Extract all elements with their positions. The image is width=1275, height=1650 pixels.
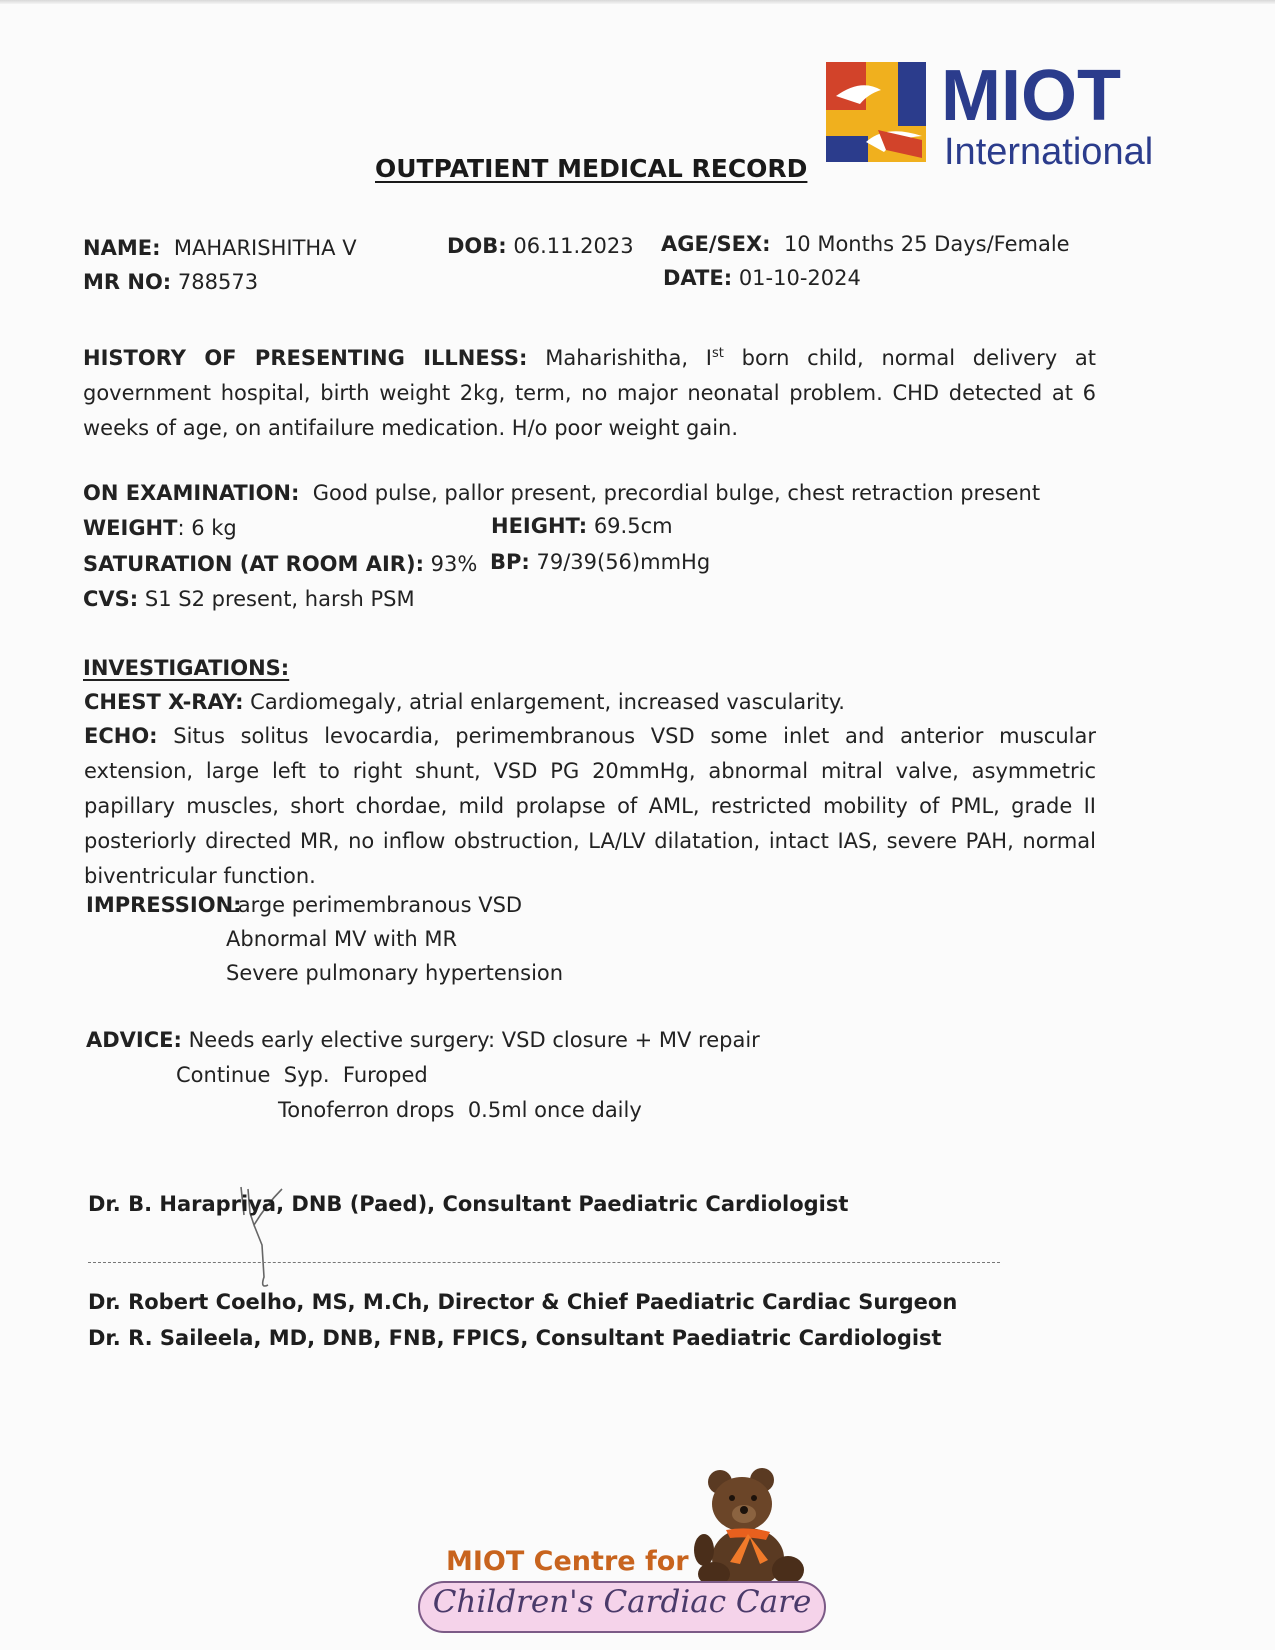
xray-value: Cardiomegaly, atrial enlargement, increased vascularity. (250, 690, 845, 714)
page-title: OUTPATIENT MEDICAL RECORD (375, 154, 808, 183)
cvs-row (83, 587, 415, 611)
weight-row (83, 516, 237, 540)
dob-label: DOB: (447, 234, 507, 258)
name-label: NAME: (83, 236, 161, 260)
date-label: DATE: (663, 266, 733, 290)
bp-row (490, 550, 710, 574)
history-text-rest: born child, normal delivery at government hospital, birth weight 2kg, term, no major neonatal problem. CHD detected at 6 weeks of age, on antifailure medication. H/o poor weight gain. (83, 346, 1097, 440)
bp-value: 79/39(56)mmHg (536, 550, 711, 574)
saturation-value: 93% (430, 552, 478, 576)
dob-row (447, 234, 634, 258)
patient-name-row (83, 236, 357, 260)
investigations-heading: INVESTIGATIONS: (83, 656, 290, 680)
divider (88, 1262, 1000, 1263)
examination-label: ON EXAMINATION: (83, 481, 300, 505)
echo-label: ECHO: (84, 724, 158, 748)
footer-logo-top: MIOT Centre for (446, 1546, 689, 1577)
echo-value: Situs solitus levocardia, perimembranous VSD some inlet and anterior muscular extension, large left to right shunt, VSD PG 20mmHg, abnormal mitral valve, asymmetric papillary muscles, short chordae, mild prolapse of AML, restricted mobility of PML, grade II posteriorly directed MR, no inflow obstruction, LA/LV dilatation, intact IAS, severe PAH, normal biventricular function. (84, 724, 1097, 888)
advice-line-1: Needs early elective surgery: VSD closure + MV repair (188, 1028, 760, 1052)
doctor-line-1: Dr. Robert Coelho, MS, M.Ch, Director & Chief Paediatric Cardiac Surgeon (88, 1290, 958, 1314)
logo-word: MIOT (941, 58, 1121, 136)
cvs-label: CVS: (83, 587, 139, 611)
mrno-row (83, 270, 258, 294)
xray-label: CHEST X-RAY: (84, 690, 244, 714)
echo-section (84, 719, 1096, 894)
weight-label: WEIGHT (83, 516, 178, 540)
weight-value: : 6 kg (177, 516, 237, 540)
history-section (83, 336, 1096, 446)
advice-row (86, 1028, 760, 1052)
history-label: HISTORY OF PRESENTING ILLNESS: (83, 346, 528, 370)
history-superscript: st (712, 346, 724, 361)
date-row (663, 266, 861, 290)
impression-line-3: Severe pulmonary hypertension (226, 961, 564, 985)
primary-doctor: Dr. B. Harapriya, DNB (Paed), Consultant Paediatric Cardiologist (88, 1192, 849, 1216)
patient-name: MAHARISHITHA V (173, 236, 357, 260)
logo-subtitle: International (944, 131, 1154, 173)
examination-row (83, 481, 1040, 505)
saturation-row (83, 552, 477, 576)
agesex-value: 10 Months 25 Days/Female (783, 232, 1070, 256)
impression-line-1: Large perimembranous VSD (226, 893, 523, 917)
impression-line-2: Abnormal MV with MR (226, 927, 458, 951)
height-row (491, 514, 673, 538)
height-value: 69.5cm (593, 514, 673, 538)
height-label: HEIGHT: (491, 514, 588, 538)
bp-label: BP: (490, 550, 530, 574)
mrno-label: MR NO: (83, 270, 172, 294)
cvs-value: S1 S2 present, harsh PSM (144, 587, 415, 611)
history-text-start: Maharishitha, I (545, 346, 712, 370)
mrno-value: 788573 (177, 270, 259, 294)
agesex-label: AGE/SEX: (661, 232, 771, 256)
saturation-label: SATURATION (AT ROOM AIR): (83, 552, 424, 576)
advice-label: ADVICE: (86, 1028, 182, 1052)
scan-edge (0, 0, 1275, 4)
impression-label: IMPRESSION: (86, 893, 242, 917)
agesex-row (661, 232, 1070, 256)
teddy-bear-icon (690, 1466, 810, 1591)
advice-line-3: Tonoferron drops 0.5ml once daily (278, 1098, 642, 1122)
footer-logo-bottom: Children's Cardiac Care (432, 1584, 812, 1620)
miot-logo-icon (826, 58, 1196, 178)
dob-value: 06.11.2023 (513, 234, 634, 258)
examination-text: Good pulse, pallor present, precordial bulge, chest retraction present (312, 481, 1041, 505)
doctor-line-2: Dr. R. Saileela, MD, DNB, FNB, FPICS, Consultant Paediatric Cardiologist (88, 1326, 942, 1350)
date-value: 01-10-2024 (738, 266, 861, 290)
advice-line-2: Continue Syp. Furoped (176, 1063, 428, 1087)
xray-row (84, 690, 845, 714)
